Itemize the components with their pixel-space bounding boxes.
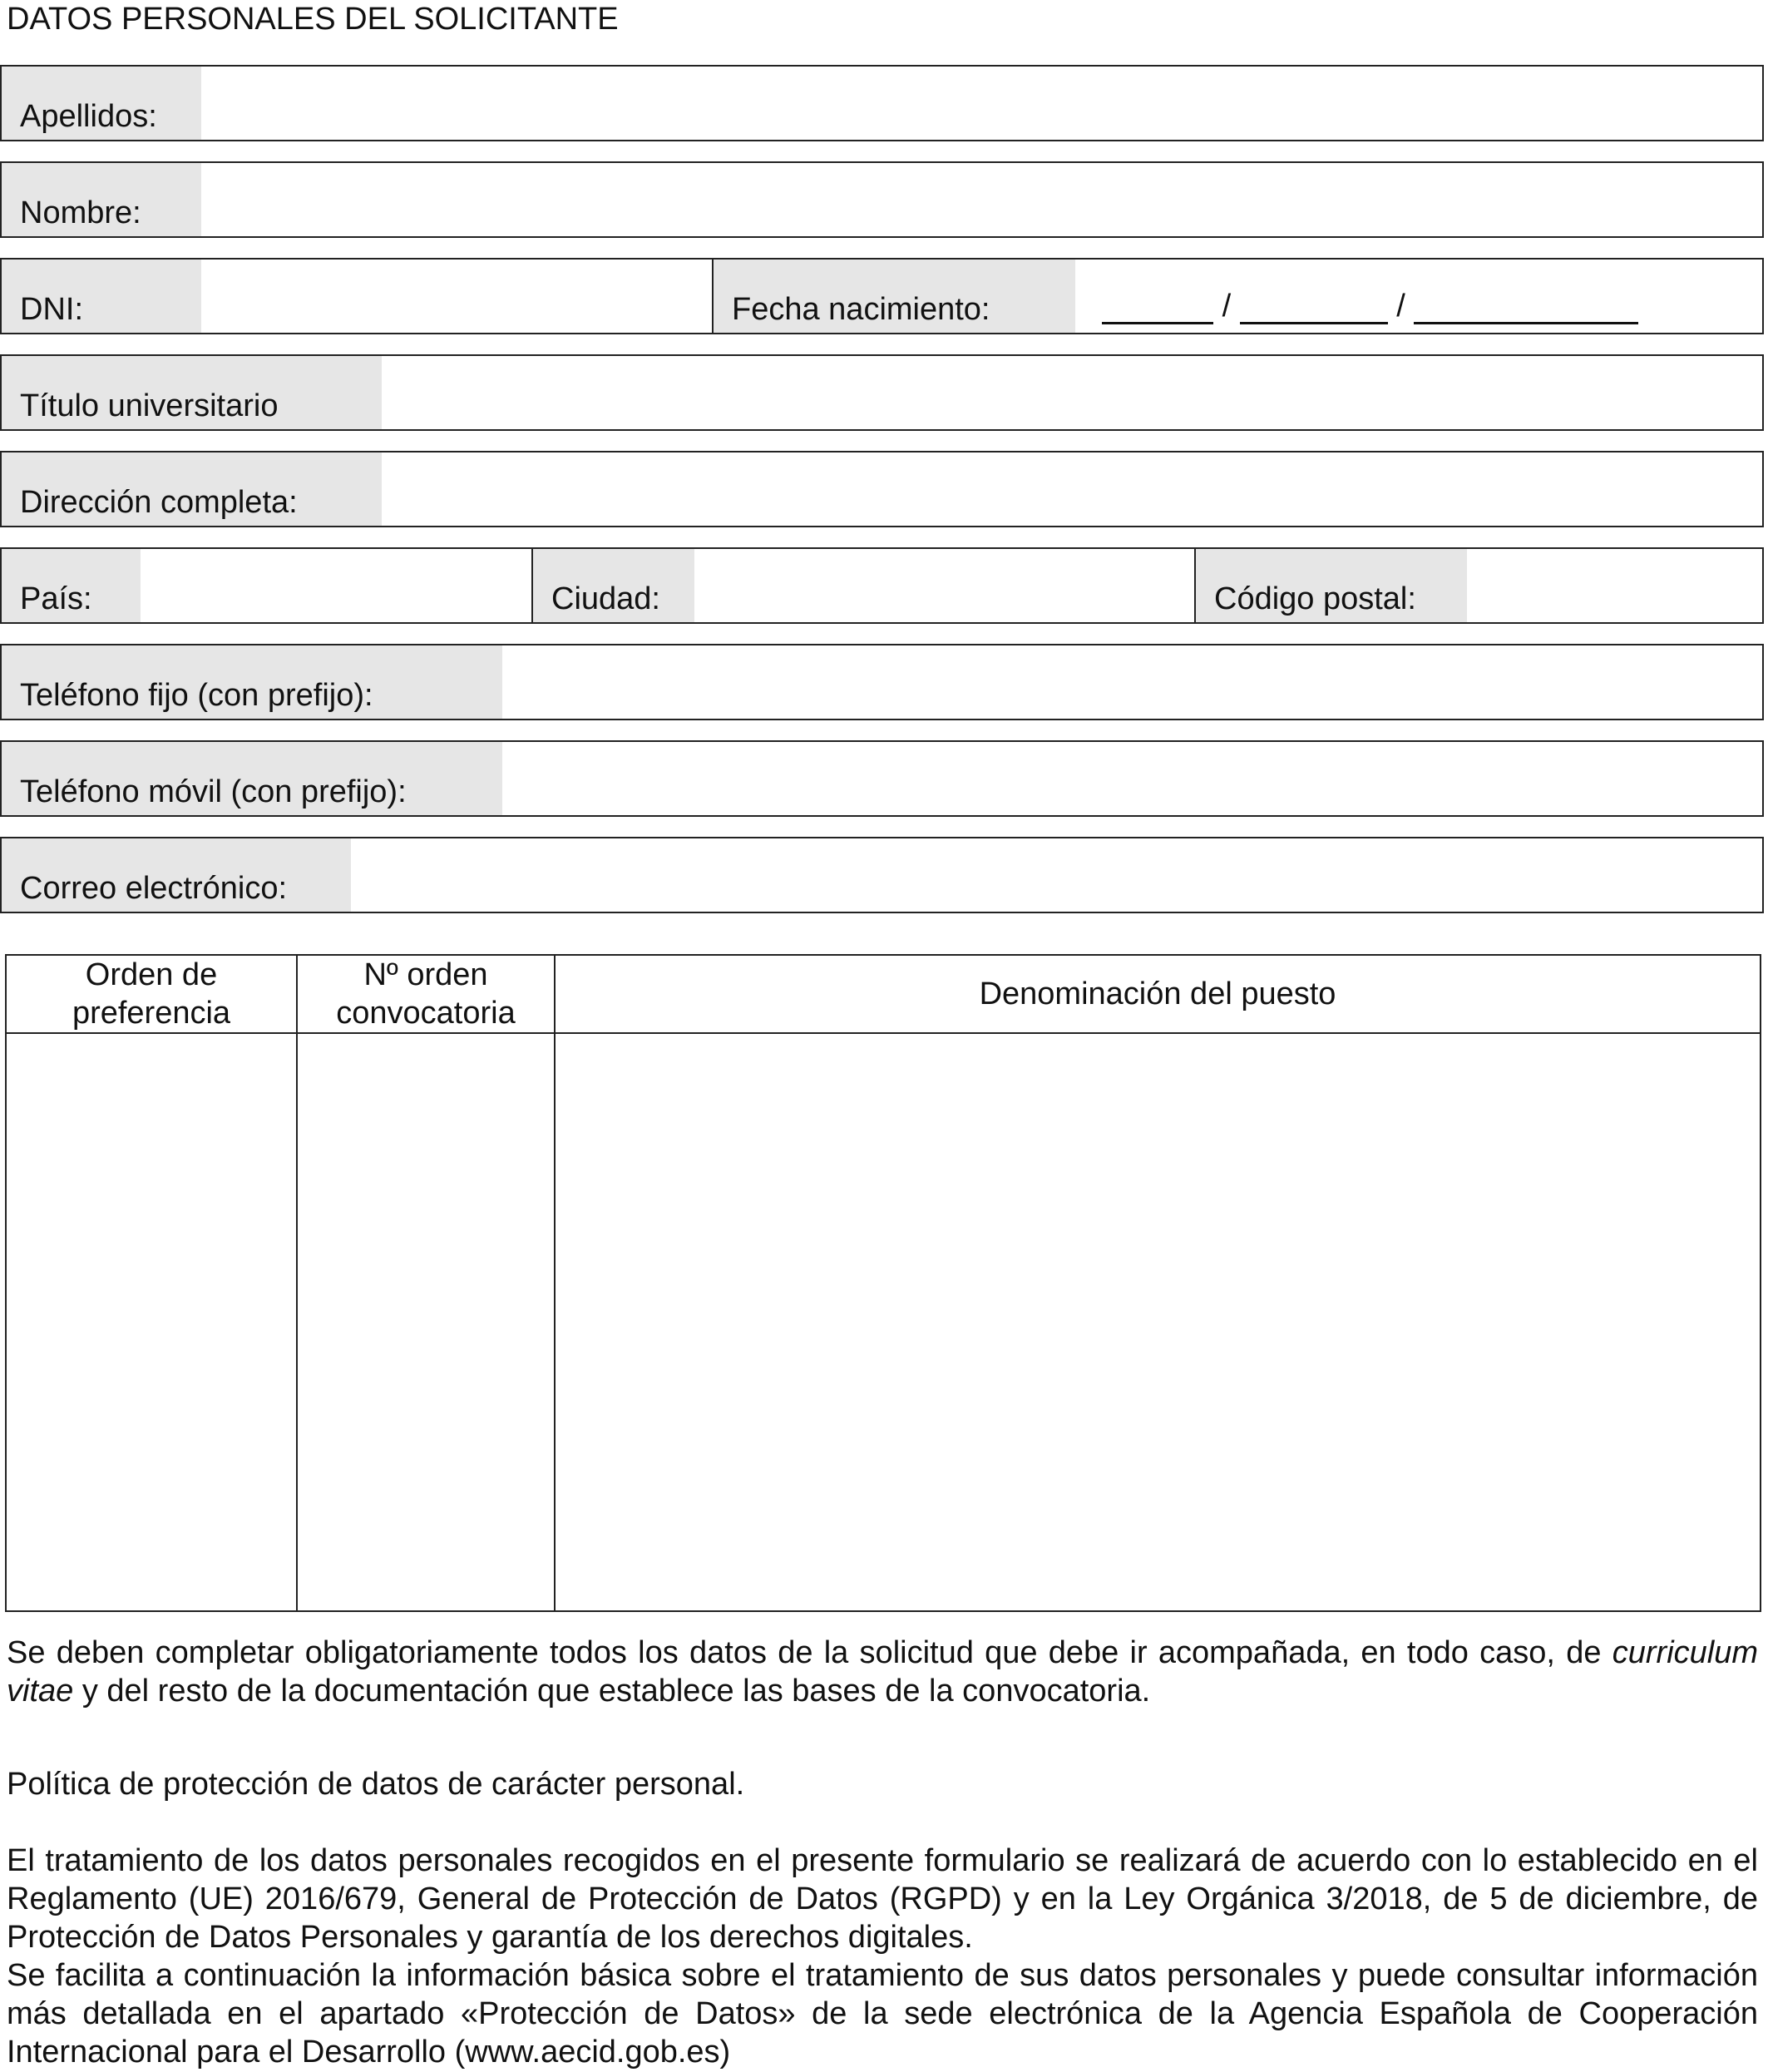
section-title: DATOS PERSONALES DEL SOLICITANTE	[7, 2, 619, 37]
correo-field[interactable]	[2, 838, 1762, 912]
correo-row	[0, 837, 1764, 913]
codigo-postal-field[interactable]	[1194, 549, 1762, 622]
dni-field[interactable]	[2, 260, 712, 333]
nombre-label: Nombre:	[2, 163, 201, 236]
titulo-label: Título universitario	[2, 356, 382, 429]
pais-field[interactable]	[2, 549, 531, 622]
date-separator: /	[1396, 289, 1405, 324]
apellidos-row	[0, 65, 1764, 141]
header-orden-preferencia: Orden de preferencia	[6, 955, 297, 1033]
telefono-movil-field[interactable]	[2, 742, 1762, 815]
telefono-movil-label: Teléfono móvil (con prefijo):	[2, 742, 502, 815]
ciudad-field[interactable]	[531, 549, 1194, 622]
required-note-italic: curriculum vitae	[7, 1635, 1759, 1709]
day-blank[interactable]	[1102, 294, 1213, 324]
titulo-field[interactable]	[2, 356, 1762, 429]
numero-orden-cell[interactable]	[297, 1033, 555, 1611]
pais-ciudad-cp-row	[0, 547, 1764, 624]
pais-label: País:	[2, 549, 141, 622]
direccion-field[interactable]	[2, 452, 1762, 526]
orden-preferencia-cell[interactable]	[6, 1033, 297, 1611]
denominacion-puesto-cell[interactable]	[555, 1033, 1761, 1611]
codigo-postal-label: Código postal:	[1196, 549, 1467, 622]
correo-label: Correo electrónico:	[2, 838, 351, 912]
telefono-fijo-row	[0, 644, 1764, 720]
year-blank[interactable]	[1414, 294, 1638, 324]
apellidos-field[interactable]	[2, 67, 1762, 140]
fecha-nacimiento-blanks[interactable]	[1102, 288, 1638, 324]
dni-label: DNI:	[2, 260, 201, 333]
required-note-start: Se deben completar obligatoriamente todos los datos de la solicitud que debe ir acompañada, en todo caso, de	[7, 1635, 1602, 1670]
ciudad-label: Ciudad:	[533, 549, 694, 622]
privacy-heading: Política de protección de datos de carácter personal.	[7, 1767, 745, 1802]
table-row	[6, 1033, 1761, 1611]
fecha-nacimiento-field[interactable]	[712, 260, 1762, 333]
telefono-fijo-label: Teléfono fijo (con prefijo):	[2, 645, 502, 719]
header-numero-orden: Nº orden convocatoria	[297, 955, 555, 1033]
direccion-label: Dirección completa:	[2, 452, 382, 526]
header-denominacion-puesto: Denominación del puesto	[555, 955, 1761, 1033]
direccion-row	[0, 451, 1764, 527]
privacy-paragraph-2: Se facilita a continuación la información básica sobre el tratamiento de sus datos personales y puede consultar información más detallada en el apartado «Protección de Datos» de la sede electrónica de la Agencia Española de Cooperación Internacional para el Desarrollo (www.aecid.gob.es)	[7, 1958, 1758, 2070]
table-header-row	[6, 955, 1761, 1033]
apellidos-label: Apellidos:	[2, 67, 201, 140]
required-note	[7, 1634, 1758, 1710]
preference-table	[5, 954, 1761, 1612]
fecha-nacimiento-label: Fecha nacimiento:	[714, 260, 1075, 333]
nombre-field[interactable]	[2, 163, 1762, 236]
required-note-end: y del resto de la documentación que establece las bases de la convocatoria.	[81, 1674, 1151, 1709]
date-separator: /	[1222, 289, 1232, 324]
privacy-paragraph-1: El tratamiento de los datos personales recogidos en el presente formulario se realizará de acuerdo con lo establecido en el Reglamento (UE) 2016/679, General de Protección de Datos (RGPD) y en la Ley Orgánica 3/2018, de 5 de diciembre, de Protección de Datos Personales y garantía de los derechos digitales.	[7, 1843, 1758, 1955]
titulo-row	[0, 354, 1764, 431]
dni-fecha-row	[0, 258, 1764, 334]
telefono-fijo-field[interactable]	[2, 645, 1762, 719]
month-blank[interactable]	[1240, 294, 1388, 324]
telefono-movil-row	[0, 740, 1764, 817]
nombre-row	[0, 161, 1764, 238]
